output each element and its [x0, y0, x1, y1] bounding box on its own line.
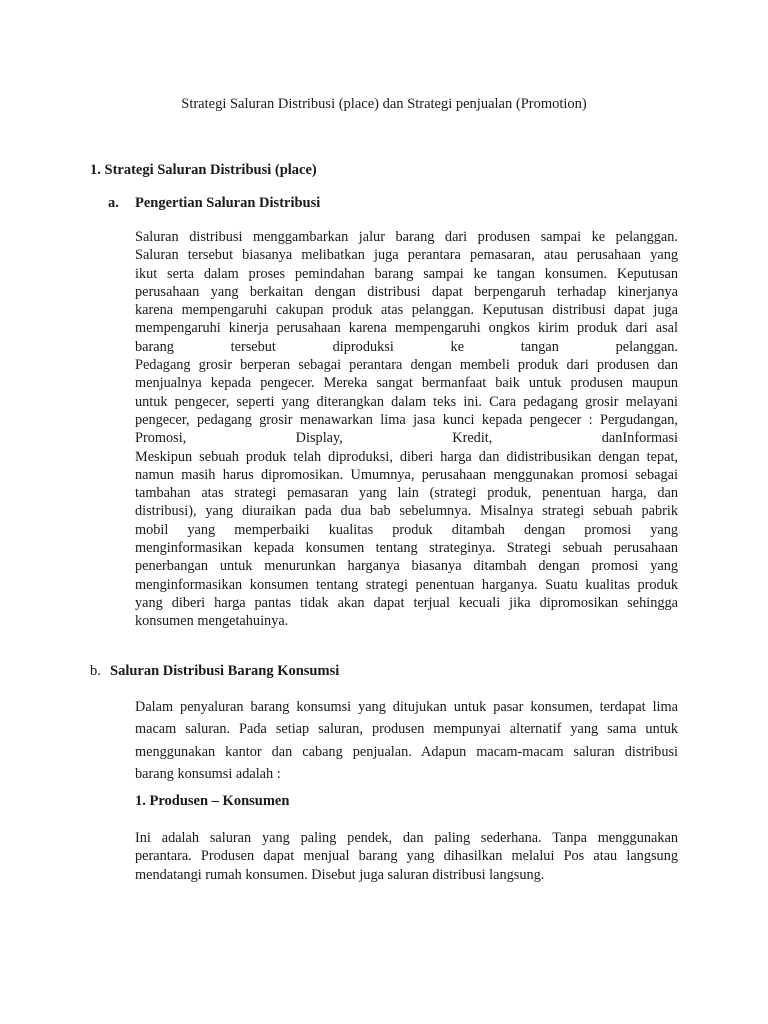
- paragraph-line: menginformasikan kepada konsumen tentang strateginya. Strategi sebuah perusahaan: [135, 540, 678, 557]
- paragraph-line: Meskipun sebuah produk telah diproduksi, diberi harga dan didistribusikan dengan tepat,: [135, 448, 678, 465]
- item-1-paragraph: [135, 829, 678, 884]
- paragraph-line: mempengaruhi kinerja perusahaan karena mempengaruhi ongkos kirim produk dari asal: [135, 320, 678, 337]
- item-1-heading: 1. Produsen – Konsumen: [135, 793, 290, 809]
- paragraph-line: perantara. Produsen dapat menjual barang yang dihasilkan melalui Pos atau langsung: [135, 848, 678, 865]
- document-title: Strategi Saluran Distribusi (place) dan Strategi penjualan (Promotion): [181, 96, 587, 112]
- paragraph-line: perusahaan yang berkaitan dengan distribusi dapat berpengaruh terhadap kinerjanya: [135, 283, 678, 300]
- subsection-a-heading: [108, 194, 320, 212]
- paragraph-line: Pedagang grosir berperan sebagai perantara dengan membeli produk dari produsen dan: [135, 357, 678, 374]
- paragraph-line: menginformasikan konsumen tentang strategi penentuan harganya. Suatu kualitas produk: [135, 576, 678, 593]
- paragraph-line: macam saluran. Pada setiap saluran, produsen mempunyai alternatif yang sama untuk: [135, 721, 678, 738]
- paragraph-line: tambahan atas strategi pemasaran yang lain (strategi produk, penentuan harga, dan: [135, 485, 678, 502]
- subsection-a-title: Pengertian Saluran Distribusi: [135, 195, 321, 211]
- paragraph-line: distribusi), yang diuraikan pada dua bab sebelumnya. Misalnya strategi sebuah pabrik: [135, 503, 678, 520]
- subsection-a-marker: a.: [108, 195, 119, 211]
- paragraph-line: mendatangi rumah konsumen. Disebut juga saluran distribusi langsung.: [135, 866, 545, 883]
- paragraph-line: namun masih harus dipromosikan. Umumnya, perusahaan menggunakan promosi sebagai: [135, 466, 678, 483]
- paragraph-line: barang tersebut diproduksi ke tangan pelanggan.: [135, 338, 678, 355]
- paragraph-line: Ini adalah saluran yang paling pendek, dan paling sederhana. Tanpa menggunakan: [135, 830, 678, 846]
- paragraph-line: Saluran distribusi menggambarkan jalur barang dari produsen sampai ke pelanggan.: [135, 229, 678, 245]
- paragraph-line: untuk pengecer, seperti yang diterangkan dalam teks ini. Cara pedagang grosir melayani: [135, 393, 678, 410]
- paragraph-line: mobil yang memperbaiki kualitas produk ditambah dengan promosi yang: [135, 521, 678, 538]
- paragraph-line: pengecer, pedagang grosir menawarkan lima jasa kunci kepada pengecer : Pergudangan,: [135, 411, 678, 428]
- paragraph-line: Dalam penyaluran barang konsumsi yang ditujukan untuk pasar konsumen, terdapat lima: [135, 699, 678, 715]
- paragraph-line: Promosi, Display, Kredit, danInformasi: [135, 430, 678, 447]
- paragraph-line: menggunakan kantor dan cabang penjualan. Adapun macam-macam saluran distribusi: [135, 743, 678, 760]
- subsection-a-paragraph: [135, 228, 678, 631]
- paragraph-line: yang diberi harga pantas tidak akan dapat terjual kecuali jika dipromosikan sehingga: [135, 594, 678, 611]
- paragraph-line: barang konsumsi adalah :: [135, 765, 281, 782]
- paragraph-line: karena mempengaruhi cakupan produk atas pelanggan. Keputusan distribusi dapat juga: [135, 302, 678, 319]
- subsection-b-marker: b.: [90, 663, 101, 679]
- paragraph-line: menjualnya kepada pengecer. Mereka sangat bermanfaat baik untuk produsen maupun: [135, 375, 678, 392]
- subsection-b-paragraph: [135, 696, 678, 785]
- paragraph-line: Saluran tersebut biasanya melibatkan juga perantara pemasaran, atau perusahaan yang: [135, 247, 678, 264]
- subsection-b-heading: [90, 662, 339, 680]
- paragraph-line: penerbangan untuk menurunkan harganya biasanya ditambah dengan promosi yang: [135, 558, 678, 575]
- subsection-b-title: Saluran Distribusi Barang Konsumsi: [110, 663, 340, 679]
- paragraph-line: konsumen mengetahuinya.: [135, 613, 289, 630]
- paragraph-line: ikut serta dalam proses pemindahan barang sampai ke tangan konsumen. Keputusan: [135, 265, 678, 282]
- section-1-heading: 1. Strategi Saluran Distribusi (place): [90, 162, 317, 178]
